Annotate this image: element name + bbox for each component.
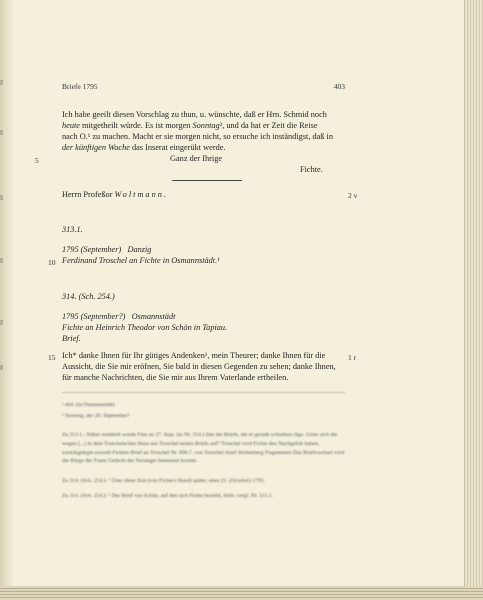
entry-dateline	[62, 245, 345, 256]
text-span: für manche Nachrichten, die Sie mir aus Ihrem Vaterlande ertheilen.	[62, 373, 289, 382]
gutter-mark	[0, 258, 3, 263]
footnote-divider	[62, 392, 345, 393]
text-span: das Inserat eingerükt werde.	[129, 143, 226, 152]
footnote: Zu 314. (Sch. 254.): ¹ Der Brief von Schön, auf den sich Fichte bezieht, fehlt; vergl. Nr. 311.1.	[62, 493, 274, 499]
text-span: Aussicht, die Sie mir eröfnen, Sie bald in diesen Gegenden zu sehen; danke Ihnen,	[62, 362, 336, 371]
text-span: mitgetheilt würde. Es ist morgen	[79, 121, 193, 130]
running-header	[62, 82, 345, 91]
text-span: nach O.¹ zu machen. Macht er sie morgen nicht, so ersuche ich inständigst, daß in	[62, 132, 333, 141]
margin-note: 1 r	[348, 353, 357, 362]
gutter-mark	[0, 320, 3, 325]
gutter-mark	[0, 130, 3, 135]
divider	[172, 180, 242, 181]
emphasis: 313.1.	[62, 225, 83, 234]
emphasis: Brief.	[62, 334, 81, 343]
entry-kind	[62, 334, 345, 345]
gutter-mark	[0, 80, 3, 85]
text-line	[62, 143, 345, 154]
signature: Fichte.	[300, 165, 323, 174]
closing: Ganz der Ihrige	[170, 154, 223, 163]
emphasis: Woltmann.	[114, 190, 168, 199]
text-line	[62, 351, 345, 362]
page-edge-right	[464, 0, 483, 600]
gutter-mark	[0, 365, 3, 370]
footnote: ¹ ebd. (in Osmannstädt)	[62, 402, 115, 408]
text-span: Ich habe geeilt diesen Vorschlag zu thun, u. wünschte, daß er Hrn. Schmid noch	[62, 110, 327, 119]
line-number: 5	[35, 156, 39, 165]
entry-dateline	[62, 312, 345, 323]
emphasis: 1795 (September)	[62, 245, 122, 254]
text-line	[62, 110, 345, 121]
text-line	[62, 121, 345, 132]
emphasis: Ferdinand Troschel an Fichte in Osmannstädt.¹	[62, 256, 220, 265]
book-gutter	[0, 0, 14, 600]
text-span: Ich* danke Ihnen für Ihr gütiges Andenken¹, mein Theurer; danke Ihnen für die	[62, 351, 326, 360]
gutter-mark	[0, 195, 3, 200]
emphasis: Danzig	[127, 245, 152, 254]
footnote: ² Sonntag, der 20. September?	[62, 413, 130, 419]
emphasis: der künftigen Woche	[62, 143, 130, 152]
emphasis: 314. (Sch. 254.)	[62, 292, 115, 301]
emphasis: Sonntag	[192, 121, 220, 130]
text-line	[62, 362, 345, 373]
running-header-title: Briefe 1795	[62, 82, 98, 91]
margin-note: 2 v	[348, 191, 358, 200]
entry-number	[62, 225, 345, 236]
entry-title	[62, 256, 345, 267]
emphasis: 1795 (September?)	[62, 312, 126, 321]
text-line	[62, 373, 345, 384]
emphasis: Fichte an Heinrich Theodor von Schön in Tapiau.	[62, 323, 228, 332]
emphasis: Osmannstädt	[131, 312, 176, 321]
footnote: Zu 314. (Sch. 254.): ¹ Über diese Zeit (von Fichte's Hand) später, eben 21. (October) 1795.	[62, 478, 266, 484]
addressee	[62, 190, 345, 201]
entry-number	[62, 292, 345, 303]
emphasis: heute	[62, 121, 80, 130]
line-number: 10	[48, 258, 56, 267]
page-edge-bottom	[0, 586, 483, 600]
line-number: 15	[48, 353, 56, 362]
page-number: 403	[333, 82, 345, 91]
footnote: Zu 313.1.: Näher ermittelt wurde Fine an 27. Sept. (in Nr. 314.) ihm die Briefe, die er gerade schreiben läge. Unter sich die wegen [...] in dem Troschelschen Haus aus Troschel seines Briefs auf? Troschel wird Fichte den Nachgefolt haben, zurückgelegte sowohl Fichten Brief an Troschel Nr. 096.7. von Troschel Josef Stoltenberg Fragmenten Das Briefwechsel wird die Bürge der Franz Gedicht der Noranger benennen konnte.	[62, 432, 345, 465]
text-line	[62, 132, 345, 143]
entry-title	[62, 323, 345, 334]
text-span: ², und da hat er Zeit die Reise	[219, 121, 318, 130]
text-span: Herrn Profeßor	[62, 190, 115, 199]
